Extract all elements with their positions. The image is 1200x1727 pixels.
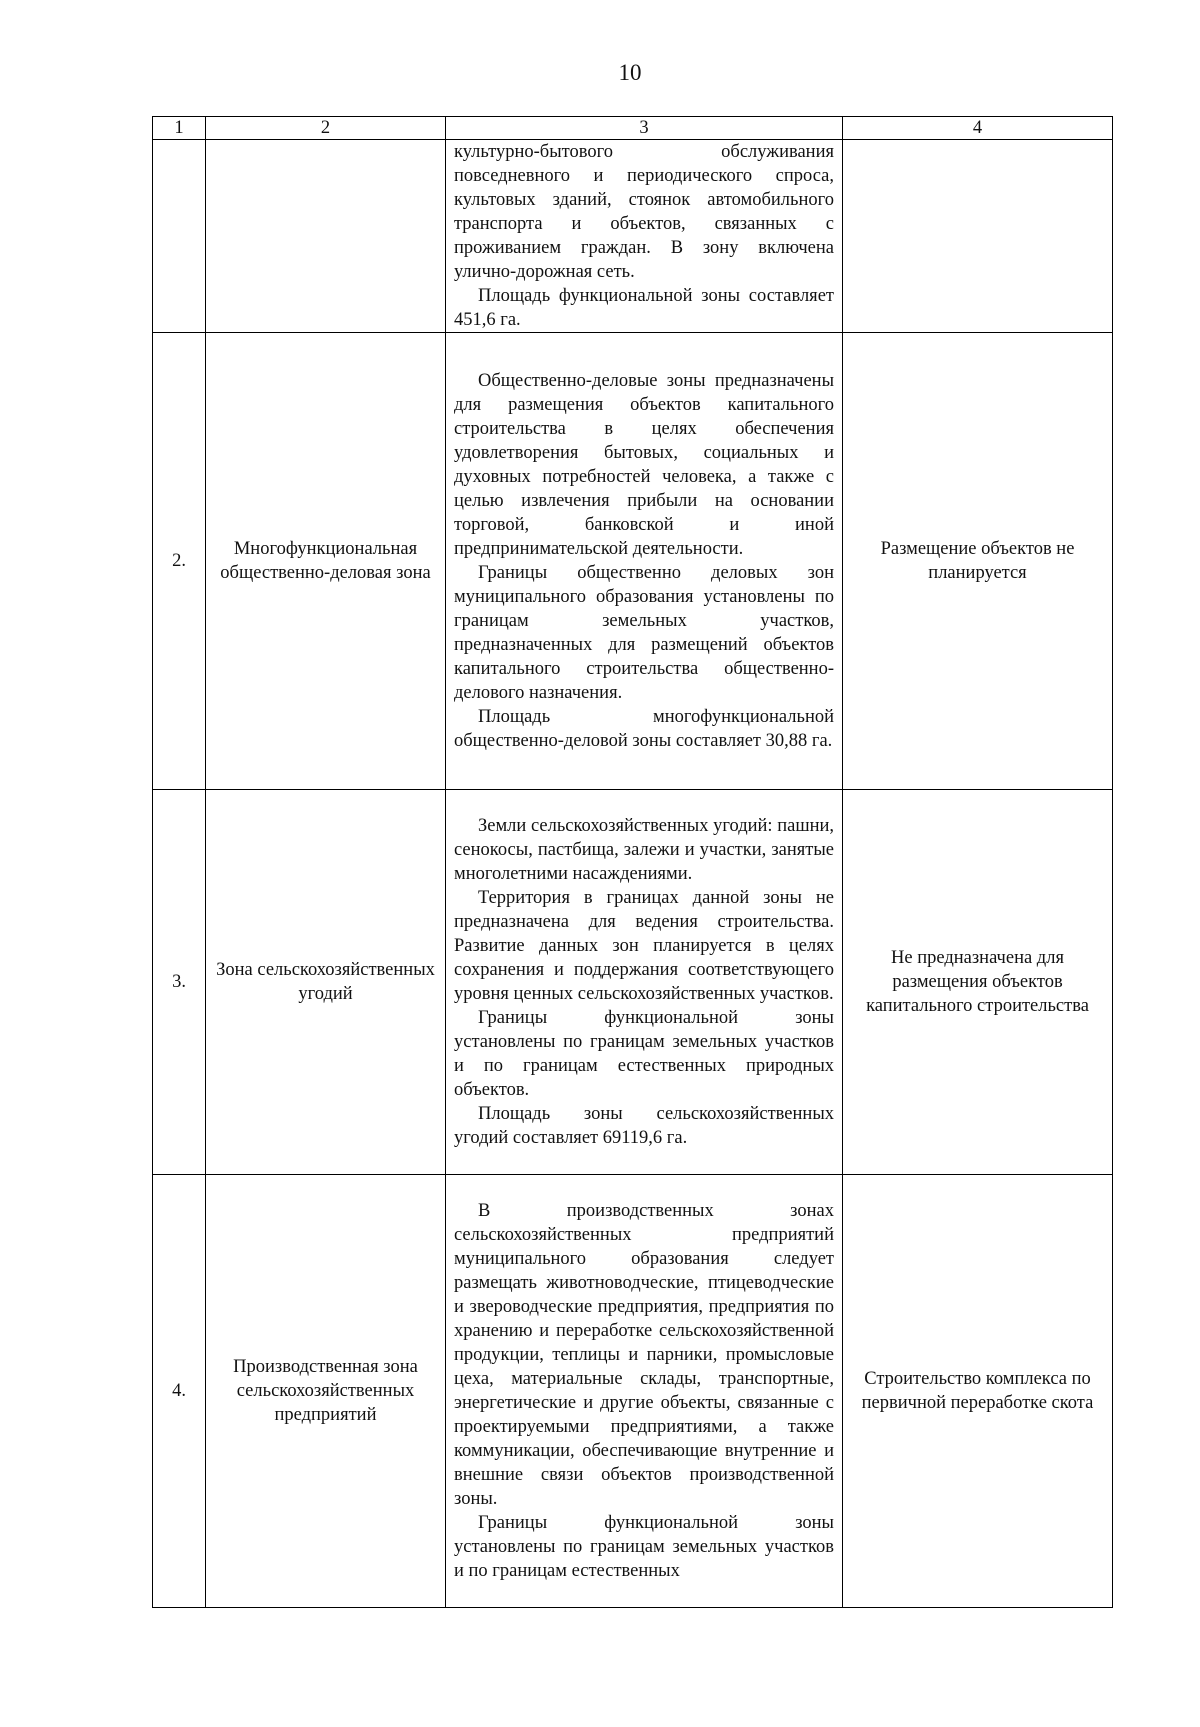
zone-name [206,140,446,333]
description-paragraph: Площадь зоны сельскохозяйственных угодий составляет 69119,6 га. [454,1104,834,1148]
table-row [153,1175,1113,1608]
zone-plan: Строительство комплекса по первичной переработке скота [843,1175,1113,1608]
zone-description [446,1175,843,1608]
zone-name: Производственная зона сельскохозяйственных предприятий [206,1175,446,1608]
description-paragraph: культурно-бытового обслуживания повседневного и периодического спроса, культовых зданий, стоянок автомобильного транспорта и объектов, связанных с проживанием граждан. В зону включена улично-дорожная сеть. [454,142,834,282]
zone-name: Зона сельскохозяйственных угодий [206,790,446,1175]
row-number: 3. [153,790,206,1175]
description-paragraph: Площадь функциональной зоны составляет 451,6 га. [454,286,834,330]
header-col-1: 1 [153,117,206,140]
description-paragraph: Общественно-деловые зоны предназначены для размещения объектов капитального строительства в целях обеспечения удовлетворения бытовых, социальных и духовных потребностей человека, а также с целью извлечения прибыли на основании торговой, банковской и иной предпринимательской деятельности. [454,371,834,559]
zone-plan [843,140,1113,333]
table-row [153,140,1113,333]
description-paragraph: Территория в границах данной зоны не предназначена для ведения строительства. Развитие данных зон планируется в целях сохранения и поддержания соответствующего уровня ценных сельскохозяйственных участков. [454,888,834,1004]
description-paragraph: В производственных зонах сельскохозяйственных предприятий муниципального образования следует размещать животноводческие, птицеводческие и звероводческие предприятия, предприятия по хранению и переработке сельскохозяйственной продукции, теплицы и парники, промысловые цеха, материальные склады, транспортные, энергетические и другие объекты, связанные с проектируемыми предприятиями, а также коммуникации, обеспечивающие внутренние и внешние связи объектов производственной зоны. [454,1201,834,1509]
row-number [153,140,206,333]
table-row [153,333,1113,790]
header-col-3: 3 [446,117,843,140]
page-number: 10 [618,60,642,85]
row-number: 4. [153,1175,206,1608]
description-paragraph: Границы функциональной зоны установлены по границам земельных участков и по границам естественных природных объектов. [454,1008,834,1100]
zone-plan: Не предназначена для размещения объектов капитального строительства [843,790,1113,1175]
zone-description [446,333,843,790]
zones-table [152,116,1113,1608]
zone-description [446,790,843,1175]
description-paragraph: Площадь многофункциональной общественно-деловой зоны составляет 30,88 га. [454,707,834,751]
table-header-row [153,117,1113,140]
table-row [153,790,1113,1175]
zone-name: Многофункциональная общественно-деловая зона [206,333,446,790]
header-col-4: 4 [843,117,1113,140]
description-paragraph: Земли сельскохозяйственных угодий: пашни, сенокосы, пастбища, залежи и участки, занятые многолетними насаждениями. [454,816,834,884]
header-col-2: 2 [206,117,446,140]
zone-plan: Размещение объектов не планируется [843,333,1113,790]
row-number: 2. [153,333,206,790]
description-paragraph: Границы функциональной зоны установлены по границам земельных участков и по границам естественных [454,1513,834,1581]
zone-description [446,140,843,333]
description-paragraph: Границы общественно деловых зон муниципального образования установлены по границам земельных участков, предназначенных для размещений объектов капитального строительства общественно-делового назначения. [454,563,834,703]
